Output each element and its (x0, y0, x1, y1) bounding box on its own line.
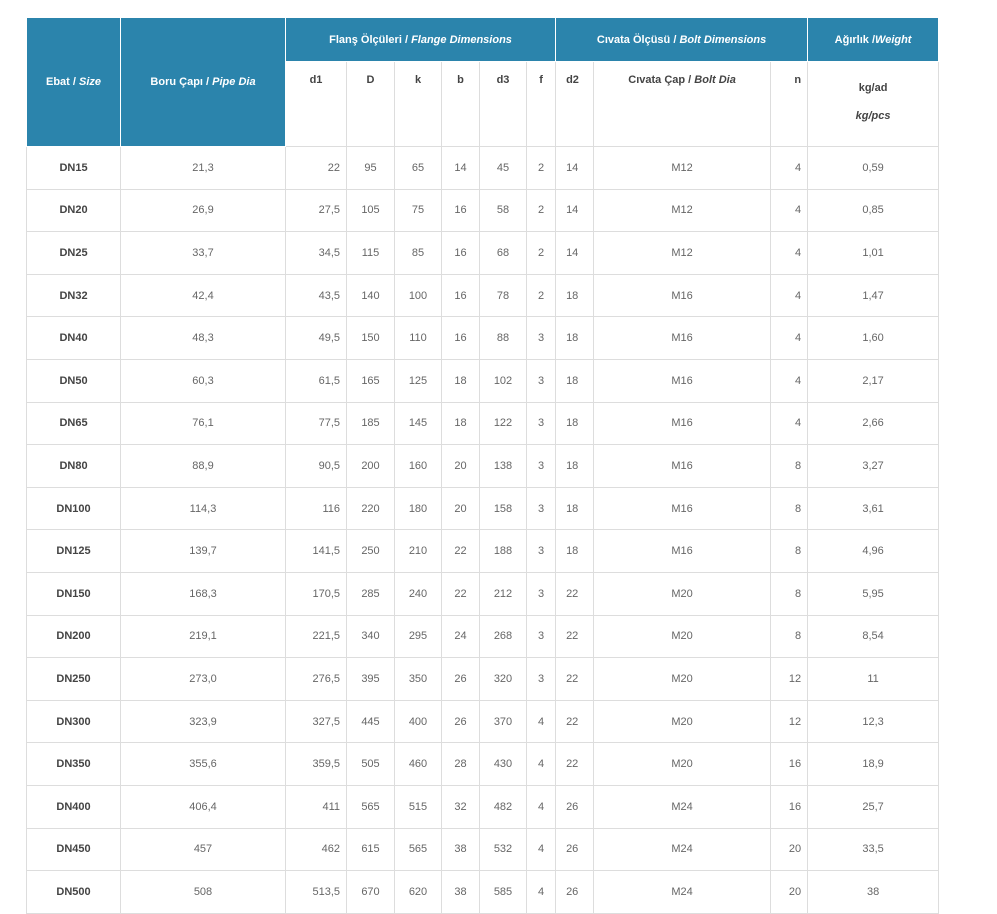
table-row (27, 700, 939, 743)
cell-b: 22 (442, 530, 480, 573)
cell-d2: 18 (556, 445, 594, 488)
cell-D: 565 (347, 785, 395, 828)
cell-b: 16 (442, 189, 480, 232)
cell-pipe-dia: 457 (121, 828, 286, 871)
cell-bolt-dia: M16 (594, 402, 771, 445)
cell-f: 3 (527, 487, 556, 530)
cell-d1: 327,5 (286, 700, 347, 743)
cell-D: 150 (347, 317, 395, 360)
cell-weight: 1,01 (808, 232, 939, 275)
cell-weight: 5,95 (808, 572, 939, 615)
cell-D: 445 (347, 700, 395, 743)
cell-size: DN32 (27, 274, 121, 317)
cell-bolt-dia: M16 (594, 359, 771, 402)
cell-d3: 68 (480, 232, 527, 275)
cell-bolt-dia: M16 (594, 274, 771, 317)
cell-size: DN200 (27, 615, 121, 658)
header-size: Ebat / Size (27, 18, 121, 147)
header-bolt-dimensions: Cıvata Ölçüsü / Bolt Dimensions (556, 18, 808, 62)
cell-bolt-dia: M12 (594, 147, 771, 190)
cell-k: 620 (395, 871, 442, 914)
cell-pipe-dia: 21,3 (121, 147, 286, 190)
cell-size: DN450 (27, 828, 121, 871)
cell-d1: 116 (286, 487, 347, 530)
cell-D: 340 (347, 615, 395, 658)
cell-d1: 61,5 (286, 359, 347, 402)
subheader-D: D (347, 62, 395, 147)
cell-b: 32 (442, 785, 480, 828)
cell-b: 20 (442, 487, 480, 530)
cell-d1: 22 (286, 147, 347, 190)
cell-b: 18 (442, 402, 480, 445)
cell-n: 4 (771, 402, 808, 445)
cell-D: 285 (347, 572, 395, 615)
cell-d1: 141,5 (286, 530, 347, 573)
cell-d3: 158 (480, 487, 527, 530)
cell-D: 200 (347, 445, 395, 488)
cell-size: DN50 (27, 359, 121, 402)
cell-D: 670 (347, 871, 395, 914)
cell-size: DN65 (27, 402, 121, 445)
cell-d3: 58 (480, 189, 527, 232)
table-row (27, 189, 939, 232)
cell-k: 75 (395, 189, 442, 232)
cell-d3: 188 (480, 530, 527, 573)
cell-n: 8 (771, 487, 808, 530)
cell-D: 505 (347, 743, 395, 786)
cell-pipe-dia: 48,3 (121, 317, 286, 360)
cell-d1: 90,5 (286, 445, 347, 488)
cell-weight: 38 (808, 871, 939, 914)
cell-d3: 585 (480, 871, 527, 914)
cell-bolt-dia: M20 (594, 700, 771, 743)
cell-b: 26 (442, 700, 480, 743)
table-row (27, 785, 939, 828)
cell-f: 3 (527, 572, 556, 615)
cell-b: 18 (442, 359, 480, 402)
cell-bolt-dia: M16 (594, 487, 771, 530)
table-row (27, 359, 939, 402)
cell-d3: 88 (480, 317, 527, 360)
cell-pipe-dia: 88,9 (121, 445, 286, 488)
cell-d1: 462 (286, 828, 347, 871)
header-flange-dimensions: Flanş Ölçüleri / Flange Dimensions (286, 18, 556, 62)
cell-d2: 22 (556, 700, 594, 743)
cell-f: 3 (527, 359, 556, 402)
cell-f: 4 (527, 700, 556, 743)
cell-bolt-dia: M20 (594, 658, 771, 701)
cell-d1: 221,5 (286, 615, 347, 658)
cell-b: 14 (442, 147, 480, 190)
cell-k: 240 (395, 572, 442, 615)
cell-bolt-dia: M24 (594, 871, 771, 914)
cell-f: 4 (527, 828, 556, 871)
cell-d2: 22 (556, 615, 594, 658)
cell-pipe-dia: 114,3 (121, 487, 286, 530)
cell-n: 4 (771, 147, 808, 190)
subheader-d3: d3 (480, 62, 527, 147)
cell-weight: 2,66 (808, 402, 939, 445)
cell-k: 145 (395, 402, 442, 445)
cell-b: 20 (442, 445, 480, 488)
cell-weight: 3,61 (808, 487, 939, 530)
cell-d3: 78 (480, 274, 527, 317)
cell-size: DN25 (27, 232, 121, 275)
cell-bolt-dia: M20 (594, 615, 771, 658)
cell-f: 4 (527, 785, 556, 828)
cell-d2: 18 (556, 317, 594, 360)
cell-f: 4 (527, 871, 556, 914)
cell-n: 12 (771, 700, 808, 743)
cell-b: 22 (442, 572, 480, 615)
cell-d3: 268 (480, 615, 527, 658)
cell-n: 4 (771, 232, 808, 275)
cell-D: 140 (347, 274, 395, 317)
cell-weight: 4,96 (808, 530, 939, 573)
cell-d2: 22 (556, 743, 594, 786)
cell-d2: 22 (556, 658, 594, 701)
cell-d1: 170,5 (286, 572, 347, 615)
cell-n: 4 (771, 317, 808, 360)
cell-b: 16 (442, 317, 480, 360)
cell-bolt-dia: M12 (594, 232, 771, 275)
table-row (27, 147, 939, 190)
table-row (27, 828, 939, 871)
subheader-n: n (771, 62, 808, 147)
cell-D: 395 (347, 658, 395, 701)
cell-d3: 212 (480, 572, 527, 615)
cell-bolt-dia: M20 (594, 743, 771, 786)
cell-pipe-dia: 33,7 (121, 232, 286, 275)
table-row (27, 871, 939, 914)
cell-f: 2 (527, 232, 556, 275)
cell-pipe-dia: 60,3 (121, 359, 286, 402)
cell-d3: 482 (480, 785, 527, 828)
cell-d2: 14 (556, 232, 594, 275)
cell-d2: 26 (556, 871, 594, 914)
cell-weight: 0,59 (808, 147, 939, 190)
cell-size: DN400 (27, 785, 121, 828)
cell-d3: 370 (480, 700, 527, 743)
cell-weight: 11 (808, 658, 939, 701)
cell-k: 160 (395, 445, 442, 488)
cell-pipe-dia: 168,3 (121, 572, 286, 615)
cell-n: 4 (771, 274, 808, 317)
cell-d1: 49,5 (286, 317, 347, 360)
cell-n: 12 (771, 658, 808, 701)
cell-size: DN20 (27, 189, 121, 232)
cell-pipe-dia: 508 (121, 871, 286, 914)
cell-D: 105 (347, 189, 395, 232)
cell-k: 460 (395, 743, 442, 786)
subheader-bolt-dia: Cıvata Çap / Bolt Dia (594, 62, 771, 147)
cell-f: 2 (527, 274, 556, 317)
cell-b: 24 (442, 615, 480, 658)
cell-f: 3 (527, 317, 556, 360)
cell-d3: 45 (480, 147, 527, 190)
cell-d3: 320 (480, 658, 527, 701)
table-row (27, 658, 939, 701)
cell-d1: 27,5 (286, 189, 347, 232)
cell-bolt-dia: M24 (594, 785, 771, 828)
cell-bolt-dia: M24 (594, 828, 771, 871)
cell-d1: 34,5 (286, 232, 347, 275)
cell-D: 185 (347, 402, 395, 445)
cell-weight: 1,47 (808, 274, 939, 317)
cell-weight: 1,60 (808, 317, 939, 360)
cell-size: DN250 (27, 658, 121, 701)
cell-d2: 26 (556, 785, 594, 828)
subheader-k: k (395, 62, 442, 147)
cell-k: 515 (395, 785, 442, 828)
cell-weight: 8,54 (808, 615, 939, 658)
cell-f: 2 (527, 147, 556, 190)
cell-size: DN80 (27, 445, 121, 488)
cell-bolt-dia: M16 (594, 317, 771, 360)
cell-n: 8 (771, 445, 808, 488)
cell-b: 16 (442, 274, 480, 317)
cell-k: 400 (395, 700, 442, 743)
table-row (27, 402, 939, 445)
cell-size: DN15 (27, 147, 121, 190)
subheader-weight-unit: kg/ad kg/pcs (808, 62, 939, 147)
cell-d2: 14 (556, 147, 594, 190)
cell-n: 8 (771, 572, 808, 615)
cell-pipe-dia: 273,0 (121, 658, 286, 701)
table-row (27, 317, 939, 360)
cell-f: 3 (527, 658, 556, 701)
cell-n: 16 (771, 785, 808, 828)
cell-d1: 411 (286, 785, 347, 828)
cell-weight: 3,27 (808, 445, 939, 488)
cell-pipe-dia: 139,7 (121, 530, 286, 573)
cell-b: 16 (442, 232, 480, 275)
cell-d1: 359,5 (286, 743, 347, 786)
cell-n: 4 (771, 359, 808, 402)
cell-pipe-dia: 219,1 (121, 615, 286, 658)
cell-n: 20 (771, 871, 808, 914)
cell-pipe-dia: 355,6 (121, 743, 286, 786)
cell-k: 65 (395, 147, 442, 190)
cell-k: 85 (395, 232, 442, 275)
cell-f: 3 (527, 445, 556, 488)
cell-d3: 122 (480, 402, 527, 445)
cell-size: DN100 (27, 487, 121, 530)
cell-f: 3 (527, 615, 556, 658)
cell-D: 615 (347, 828, 395, 871)
cell-size: DN500 (27, 871, 121, 914)
cell-size: DN150 (27, 572, 121, 615)
table-row (27, 530, 939, 573)
cell-weight: 25,7 (808, 785, 939, 828)
cell-size: DN40 (27, 317, 121, 360)
header-weight: Ağırlık /Weight (808, 18, 939, 62)
table-row (27, 232, 939, 275)
cell-f: 3 (527, 402, 556, 445)
cell-k: 125 (395, 359, 442, 402)
cell-d1: 77,5 (286, 402, 347, 445)
table-row (27, 572, 939, 615)
cell-d1: 276,5 (286, 658, 347, 701)
flange-dimensions-table (26, 17, 939, 914)
cell-D: 95 (347, 147, 395, 190)
cell-n: 8 (771, 530, 808, 573)
cell-f: 2 (527, 189, 556, 232)
cell-D: 220 (347, 487, 395, 530)
cell-b: 28 (442, 743, 480, 786)
cell-pipe-dia: 323,9 (121, 700, 286, 743)
cell-d1: 513,5 (286, 871, 347, 914)
table-row (27, 274, 939, 317)
cell-size: DN350 (27, 743, 121, 786)
table-row (27, 487, 939, 530)
cell-bolt-dia: M16 (594, 445, 771, 488)
cell-weight: 33,5 (808, 828, 939, 871)
cell-bolt-dia: M12 (594, 189, 771, 232)
cell-k: 295 (395, 615, 442, 658)
cell-b: 38 (442, 871, 480, 914)
cell-k: 565 (395, 828, 442, 871)
cell-pipe-dia: 406,4 (121, 785, 286, 828)
cell-k: 210 (395, 530, 442, 573)
table-row (27, 743, 939, 786)
cell-k: 350 (395, 658, 442, 701)
table-row (27, 445, 939, 488)
cell-d2: 18 (556, 487, 594, 530)
cell-bolt-dia: M20 (594, 572, 771, 615)
cell-pipe-dia: 42,4 (121, 274, 286, 317)
cell-weight: 18,9 (808, 743, 939, 786)
table-body (27, 147, 939, 914)
cell-d2: 18 (556, 359, 594, 402)
cell-D: 250 (347, 530, 395, 573)
cell-pipe-dia: 26,9 (121, 189, 286, 232)
cell-d1: 43,5 (286, 274, 347, 317)
cell-k: 180 (395, 487, 442, 530)
cell-n: 4 (771, 189, 808, 232)
cell-D: 115 (347, 232, 395, 275)
cell-weight: 12,3 (808, 700, 939, 743)
cell-d3: 138 (480, 445, 527, 488)
table-row (27, 615, 939, 658)
cell-d2: 18 (556, 402, 594, 445)
cell-d2: 14 (556, 189, 594, 232)
cell-d3: 102 (480, 359, 527, 402)
cell-d2: 18 (556, 530, 594, 573)
cell-weight: 2,17 (808, 359, 939, 402)
cell-k: 110 (395, 317, 442, 360)
cell-n: 20 (771, 828, 808, 871)
cell-weight: 0,85 (808, 189, 939, 232)
cell-f: 3 (527, 530, 556, 573)
cell-size: DN300 (27, 700, 121, 743)
cell-b: 26 (442, 658, 480, 701)
cell-d2: 26 (556, 828, 594, 871)
cell-d3: 430 (480, 743, 527, 786)
header-pipe-dia: Boru Çapı / Pipe Dia (121, 18, 286, 147)
cell-n: 8 (771, 615, 808, 658)
cell-d2: 22 (556, 572, 594, 615)
cell-d3: 532 (480, 828, 527, 871)
cell-D: 165 (347, 359, 395, 402)
subheader-b: b (442, 62, 480, 147)
cell-n: 16 (771, 743, 808, 786)
cell-d2: 18 (556, 274, 594, 317)
subheader-d1: d1 (286, 62, 347, 147)
subheader-d2: d2 (556, 62, 594, 147)
cell-b: 38 (442, 828, 480, 871)
cell-pipe-dia: 76,1 (121, 402, 286, 445)
cell-size: DN125 (27, 530, 121, 573)
cell-f: 4 (527, 743, 556, 786)
cell-k: 100 (395, 274, 442, 317)
cell-bolt-dia: M16 (594, 530, 771, 573)
subheader-f: f (527, 62, 556, 147)
